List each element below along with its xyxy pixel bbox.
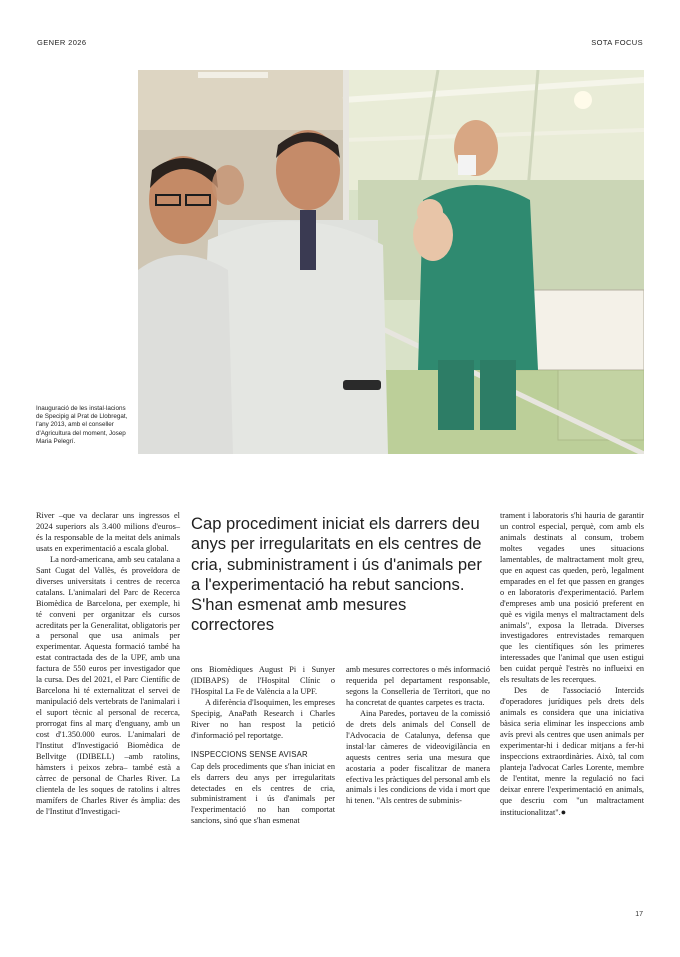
article-column-4 <box>500 511 644 819</box>
article-column-1 <box>36 511 180 818</box>
pull-quote: Cap procediment iniciat els darrers deu anys per irregularitats en els centres de cria, subministrament i ús d'animals per a l'experimentació ha rebut sancions. S'han esmenat amb mesures correctores <box>191 514 482 635</box>
section-subhead: INSPECCIONS SENSE AVISAR <box>191 749 308 759</box>
article-photo <box>138 70 644 454</box>
paragraph: Aina Paredes, portaveu de la comissió de drets dels animals del Consell de l'Advocacia de Catalunya, defensa que instal·lar càmeres de videovigilància en aquests centres seria una mesura que acostaria a poder fiscalitzar de manera efectiva les pràctiques del personal amb els animals i les condicions de vida i mort que hi tenen. "Als centres de subminis- <box>346 708 490 806</box>
paragraph: La nord-americana, amb seu catalana a Sant Cugat del Vallès, és proveïdora de diverses universitats i centres de recerca catalans. L'animalari del Parc de Recerca Biomèdica de Barcelona, per exemple, hi té conveni per organitzar els cursos acreditats per la Generalitat, obligatoris per a personal que usa animals per experimentar. Aquesta formació també ha estat contractada des de la UPF, amb una factura de 550 euros per investigador que la cursa. Des del 2021, el Parc Científic de Barcelona hi té externalitzat el servei de manipulació dels vertebrats de l'animalari i el suport tècnic al personal de recerca, prorrogat fins al març d'enguany, amb un cost d'1.350.000 euros. L'animalari de l'Institut d'Investigació Biomèdica de Bellvitge (IDIBELL) –amb ratolins, hàmsters i peixos zebra– també està a càrrec de personal de Charles River. La clientela de les soques de ratolins i altres mamífers de Charles River és àmplia: des de l'Institut d'Investigaci- <box>36 554 180 816</box>
paragraph-text: Des de l'associació Intercids d'operadores jurídiques pels drets dels animals es considera que una iniciativa bàsica seria eliminar les inspeccions amb avís previ als centres que usen animals per experimentar-hi i dedicar mitjans a fer-hi inspeccions extraordinàries. Això, tal com planteja l'advocat Carles Lorente, membre de l'entitat, menre la regulació no faci deixar enrere l'experimentació en animals, que descriu com "un maltractament institucionalitzat". <box>500 686 644 817</box>
paragraph: ons Biomèdiques August Pi i Sunyer (IDIBAPS) de l'Hospital Clínic o l'Hospital La Fe de València a la UPF. <box>191 665 335 696</box>
article-column-2 <box>191 665 335 827</box>
photo-caption: Inauguració de les instal·lacions de Specipig al Prat de Llobregat, l'any 2013, amb el conseller d'Agricultura del moment, Josep Maria Pelegrí. <box>36 405 128 445</box>
paragraph: amb mesures correctores o més informació requerida pel departament responsable, segons la Conselleria de Territori, que no ha concretat de quantes carpetes es tracta. <box>346 665 490 707</box>
article-column-3 <box>346 665 490 807</box>
paragraph: River –que va declarar uns ingressos el 2024 superiors als 3.400 milions d'euros– és la responsable de la meitat dels animals usats en experimentació a escala global. <box>36 511 180 553</box>
section-title: SOTA FOCUS <box>591 38 643 47</box>
page-number: 17 <box>635 911 643 918</box>
section-date: GENER 2026 <box>37 38 87 47</box>
paragraph <box>500 686 644 818</box>
paragraph: Cap dels procediments que s'han iniciat en els darrers deu anys per irregularitats detectades en els centres de cria, subministrament i ús d'animals per l'experimentació no han comportat sancions, sinó que s'han esmenat <box>191 761 335 826</box>
paragraph: trament i laboratoris s'hi hauria de garantir un control especial, perquè, com amb els animals destinats al consum, trobem moltes vegades unes situacions lamentables, de maltractament molt greu, que en aquest cas queden, però, legalment emparades en el fet que passen en granges o en laboratoris d'experimentació. Parlem d'empreses amb una posició preferent en què es vigila menys el maltractament dels animals", exposa la lletrada. Diverses investigadores entrevistades remarquen que les científiques són les primeres interessades que l'animal que usen estigui ben cuidat perquè l'estrès no influeixi en els resultats de les recerques. <box>500 511 644 685</box>
paragraph: A diferència d'Isoquimen, les empreses Specipig, AnaPath Research i Charles River no han respost la petició d'informació pel reportatge. <box>191 697 335 740</box>
end-mark-icon: ● <box>560 806 567 817</box>
